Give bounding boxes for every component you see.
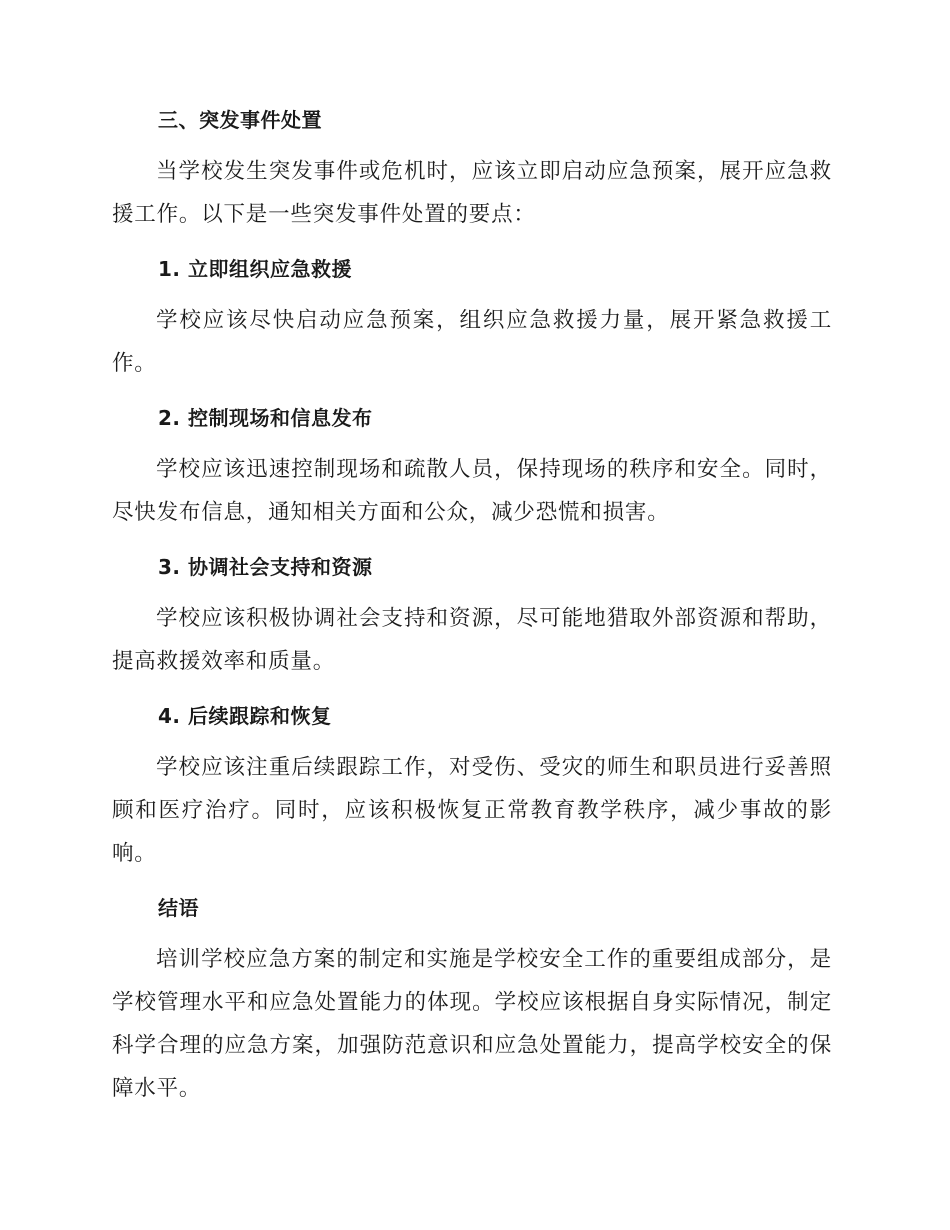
section-paragraph-conclusion: 培训学校应急方案的制定和实施是学校安全工作的重要组成部分，是学校管理水平和应急处置能力的体现。学校应该根据自身实际情况，制定科学合理的应急方案，加强防范意识和应急处置能力，提高学校安全的保障水平。 — [112, 947, 832, 1101]
section-heading-control-scene: 2. 控制现场和信息发布 — [158, 406, 373, 430]
section-heading-emergency-handling: 三、突发事件处置 — [158, 108, 322, 132]
section-paragraph-emergency-handling: 当学校发生突发事件或危机时，应该立即启动应急预案，展开应急救援工作。以下是一些突发事件处置的要点： — [112, 159, 832, 227]
document-page — [112, 105, 832, 1110]
section-paragraph-follow-up-recovery: 学校应该注重后续跟踪工作，对受伤、受灾的师生和职员进行妥善照顾和医疗治疗。同时，应该积极恢复正常教育教学秩序，减少事故的影响。 — [112, 755, 832, 866]
section-heading-conclusion: 结语 — [158, 896, 199, 920]
section-heading-coordinate-resources: 3. 协调社会支持和资源 — [158, 555, 373, 579]
section-paragraph-organize-rescue: 学校应该尽快启动应急预案，组织应急救援力量，展开紧急救援工作。 — [112, 308, 832, 376]
section-paragraph-control-scene: 学校应该迅速控制现场和疏散人员，保持现场的秩序和安全。同时，尽快发布信息，通知相关方面和公众，减少恐慌和损害。 — [112, 457, 832, 525]
section-heading-organize-rescue: 1. 立即组织应急救援 — [158, 257, 352, 281]
section-heading-follow-up-recovery: 4. 后续跟踪和恢复 — [158, 704, 332, 728]
section-paragraph-coordinate-resources: 学校应该积极协调社会支持和资源，尽可能地猎取外部资源和帮助，提高救援效率和质量。 — [112, 606, 832, 674]
